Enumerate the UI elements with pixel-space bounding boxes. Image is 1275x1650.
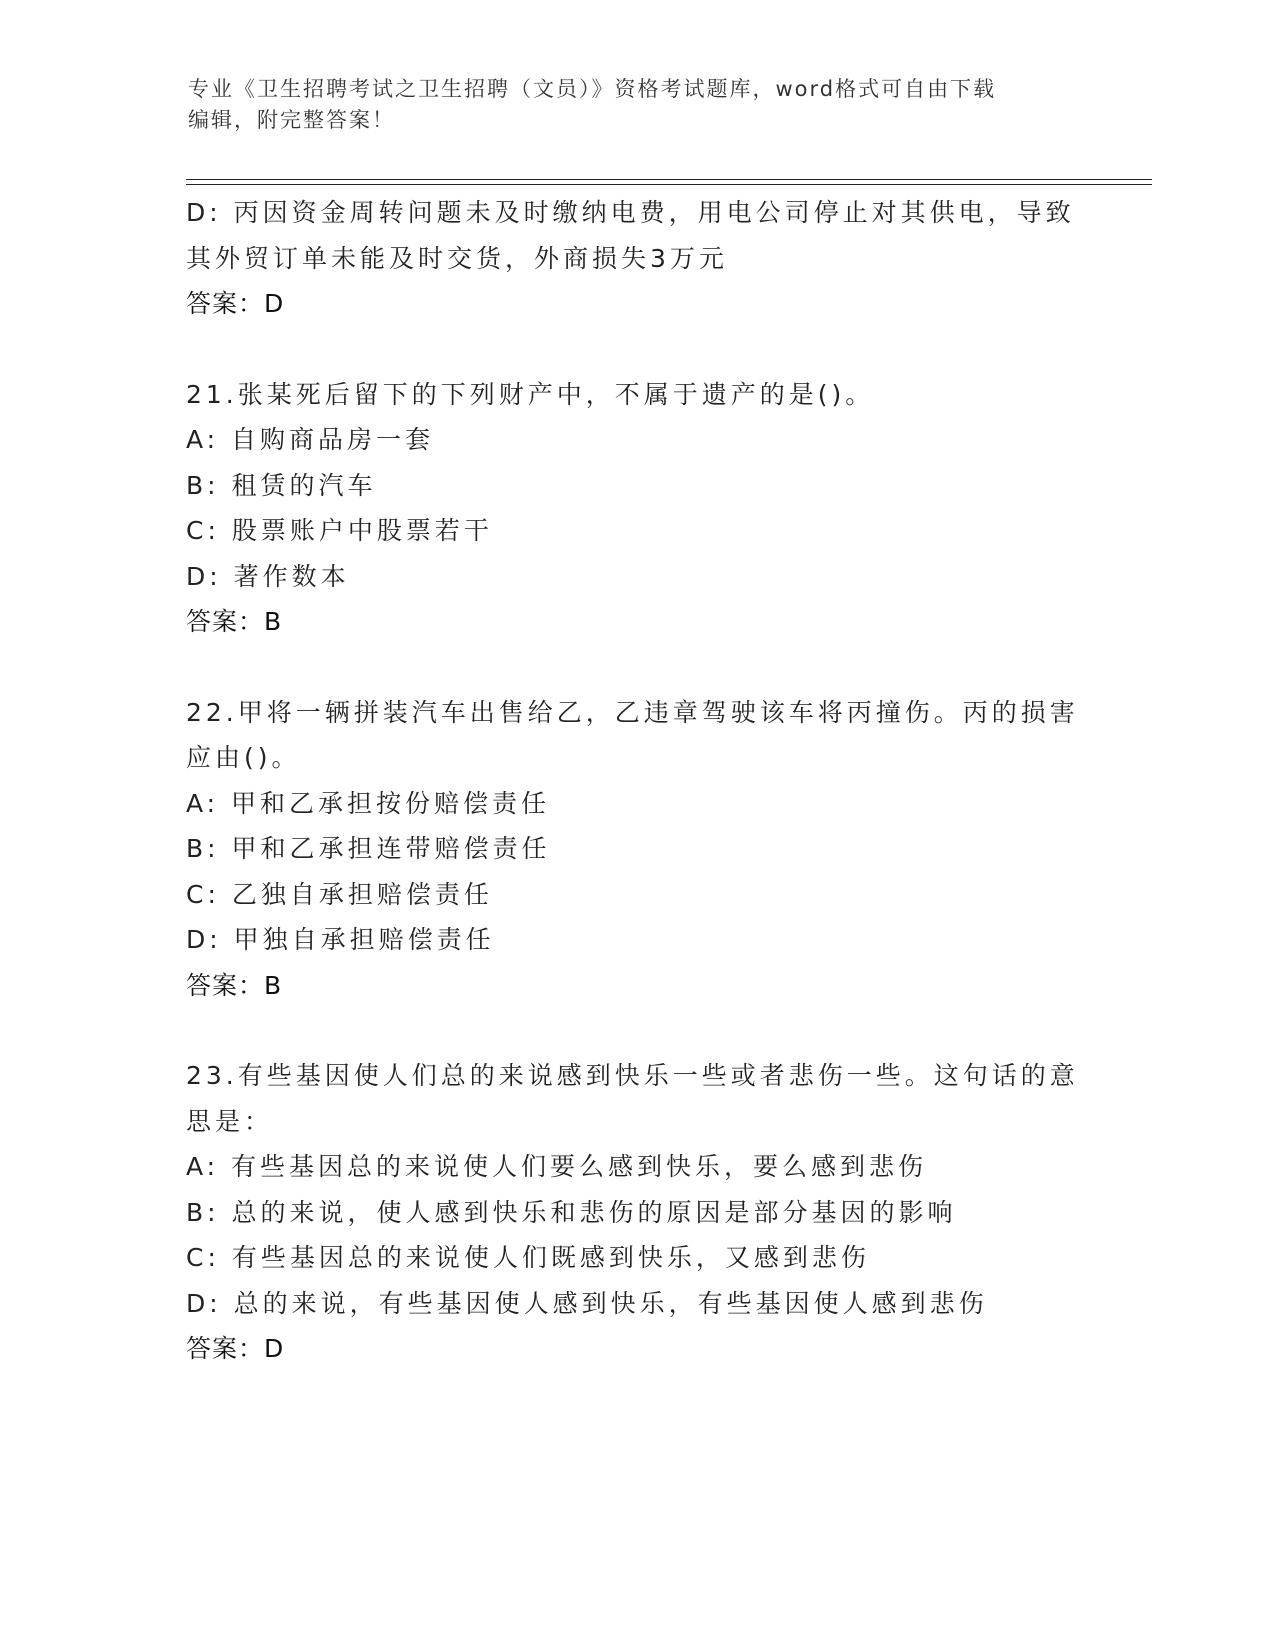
question-content [186, 190, 1086, 1372]
question-22 [186, 690, 1086, 1009]
option-d-continued: 其外贸订单未能及时交货，外商损失3万元 [186, 243, 728, 273]
option-b: B: 甲和乙承担连带赔偿责任 [186, 834, 551, 863]
option-a: A: 有些基因总的来说使人们要么感到快乐，要么感到悲伤 [186, 1152, 928, 1181]
answer: 答案：B [186, 970, 283, 1000]
option-d: D: 总的来说，有些基因使人感到快乐，有些基因使人感到悲伤 [186, 1288, 988, 1318]
option-d: D: 甲独自承担赔偿责任 [186, 925, 495, 954]
question-stem: 21.张某死后留下的下列财产中，不属于遗产的是()。 [186, 379, 875, 409]
header-line-1: 专业《卫生招聘考试之卫生招聘（文员）》资格考试题库，word格式可自由下载 [188, 77, 997, 101]
previous-question-tail [186, 190, 1086, 327]
header-double-rule [186, 179, 1152, 185]
header-line-2: 编辑，附完整答案！ [188, 108, 395, 132]
option-c: C: 股票账户中股票若干 [186, 516, 493, 545]
option-d: D: 著作数本 [186, 561, 350, 591]
answer: 答案：D [186, 1334, 285, 1363]
question-stem: 22.甲将一辆拼装汽车出售给乙，乙违章驾驶该车将丙撞伤。丙的损害 [186, 697, 1079, 727]
option-a: A: 自购商品房一套 [186, 425, 435, 454]
question-stem: 23.有些基因使人们总的来说感到快乐一些或者悲伤一些。这句话的意 [186, 1061, 1079, 1090]
option-b: B: 租赁的汽车 [186, 470, 377, 500]
spacer [186, 327, 1086, 372]
answer: 答案：B [186, 607, 283, 636]
option-c: C: 乙独自承担赔偿责任 [186, 879, 493, 909]
question-21 [186, 372, 1086, 645]
option-a: A: 甲和乙承担按份赔偿责任 [186, 788, 551, 818]
question-stem-continued: 思是： [186, 1106, 274, 1136]
option-d: D: 丙因资金周转问题未及时缴纳电费，用电公司停止对其供电，导致 [186, 198, 1075, 227]
document-header [188, 74, 1068, 136]
option-b: B: 总的来说，使人感到快乐和悲伤的原因是部分基因的影响 [186, 1197, 957, 1227]
question-stem-continued: 应由()。 [186, 743, 301, 772]
option-c: C: 有些基因总的来说使人们既感到快乐，又感到悲伤 [186, 1243, 870, 1272]
spacer [186, 645, 1086, 690]
question-23 [186, 1053, 1086, 1372]
answer: 答案：D [186, 289, 285, 318]
spacer [186, 1008, 1086, 1053]
